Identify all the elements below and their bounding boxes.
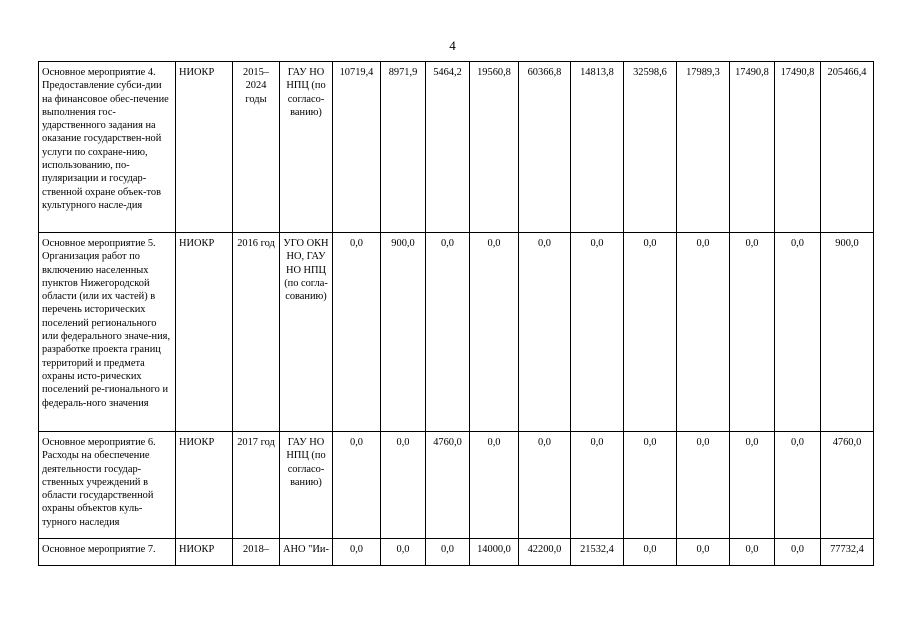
value-cell: 0,0 — [775, 233, 821, 432]
value-cell: 0,0 — [624, 539, 677, 566]
table-row — [39, 233, 874, 432]
value-cell: 17490,8 — [775, 62, 821, 233]
value-cell: 900,0 — [381, 233, 426, 432]
value-cell: 0,0 — [677, 233, 730, 432]
budget-table — [38, 61, 874, 566]
measure-name: Основное мероприятие 7. — [39, 539, 176, 566]
total-cell: 205466,4 — [821, 62, 874, 233]
period-cell: 2017 год — [233, 432, 280, 539]
executor-cell: ГАУ НО НПЦ (по согласо-ванию) — [280, 62, 333, 233]
value-cell: 0,0 — [426, 233, 470, 432]
value-cell: 0,0 — [381, 432, 426, 539]
value-cell: 0,0 — [677, 539, 730, 566]
value-cell: 4760,0 — [426, 432, 470, 539]
value-cell: 0,0 — [571, 233, 624, 432]
value-cell: 0,0 — [730, 539, 775, 566]
value-cell: 0,0 — [624, 432, 677, 539]
responsible-cell: НИОКР — [176, 233, 233, 432]
value-cell: 0,0 — [677, 432, 730, 539]
total-cell: 4760,0 — [821, 432, 874, 539]
total-cell: 900,0 — [821, 233, 874, 432]
value-cell: 0,0 — [730, 233, 775, 432]
period-cell: 2015–2024 годы — [233, 62, 280, 233]
measure-name: Основное мероприятие 6. Расходы на обеспечение деятельности государ-ственных учреждений в области государственной охраны объектов куль-турного наследия — [39, 432, 176, 539]
value-cell: 32598,6 — [624, 62, 677, 233]
value-cell: 0,0 — [470, 432, 519, 539]
value-cell: 0,0 — [519, 432, 571, 539]
executor-cell: ГАУ НО НПЦ (по согласо-ванию) — [280, 432, 333, 539]
value-cell: 0,0 — [470, 233, 519, 432]
table-row — [39, 62, 874, 233]
measure-name: Основное мероприятие 4. Предоставление субси-дии на финансовое обес-печение выполнения гос-ударственного задания на оказание государствен-ной услуги по сохране-нию, использованию, по-пуляризации и государ-ственной охране объек-тов культурного насле-дия — [39, 62, 176, 233]
value-cell: 0,0 — [775, 539, 821, 566]
value-cell: 42200,0 — [519, 539, 571, 566]
total-cell: 77732,4 — [821, 539, 874, 566]
value-cell: 0,0 — [519, 233, 571, 432]
table-row — [39, 539, 874, 566]
value-cell: 10719,4 — [333, 62, 381, 233]
value-cell: 14000,0 — [470, 539, 519, 566]
value-cell: 0,0 — [571, 432, 624, 539]
value-cell: 0,0 — [333, 233, 381, 432]
value-cell: 0,0 — [775, 432, 821, 539]
value-cell: 21532,4 — [571, 539, 624, 566]
value-cell: 0,0 — [624, 233, 677, 432]
value-cell: 5464,2 — [426, 62, 470, 233]
responsible-cell: НИОКР — [176, 62, 233, 233]
value-cell: 0,0 — [381, 539, 426, 566]
table-row — [39, 432, 874, 539]
page-number: 4 — [449, 38, 456, 53]
period-cell: 2018– — [233, 539, 280, 566]
period-cell: 2016 год — [233, 233, 280, 432]
value-cell: 0,0 — [730, 432, 775, 539]
value-cell: 0,0 — [333, 432, 381, 539]
responsible-cell: НИОКР — [176, 539, 233, 566]
executor-cell: УГО ОКН НО, ГАУ НО НПЦ (по согла-сованию) — [280, 233, 333, 432]
executor-cell: АНО "Ии- — [280, 539, 333, 566]
value-cell: 0,0 — [426, 539, 470, 566]
responsible-cell: НИОКР — [176, 432, 233, 539]
measure-name: Основное мероприятие 5. Организация работ по включению населенных пунктов Нижегородской области (или их частей) в перечень исторических поселений регионального или федерального значе-ния, разработке проекта границ территорий и предмета охраны исто-рических поселений ре-гионального и федераль-ного значения — [39, 233, 176, 432]
value-cell: 14813,8 — [571, 62, 624, 233]
value-cell: 0,0 — [333, 539, 381, 566]
value-cell: 17989,3 — [677, 62, 730, 233]
value-cell: 8971,9 — [381, 62, 426, 233]
value-cell: 17490,8 — [730, 62, 775, 233]
value-cell: 19560,8 — [470, 62, 519, 233]
value-cell: 60366,8 — [519, 62, 571, 233]
